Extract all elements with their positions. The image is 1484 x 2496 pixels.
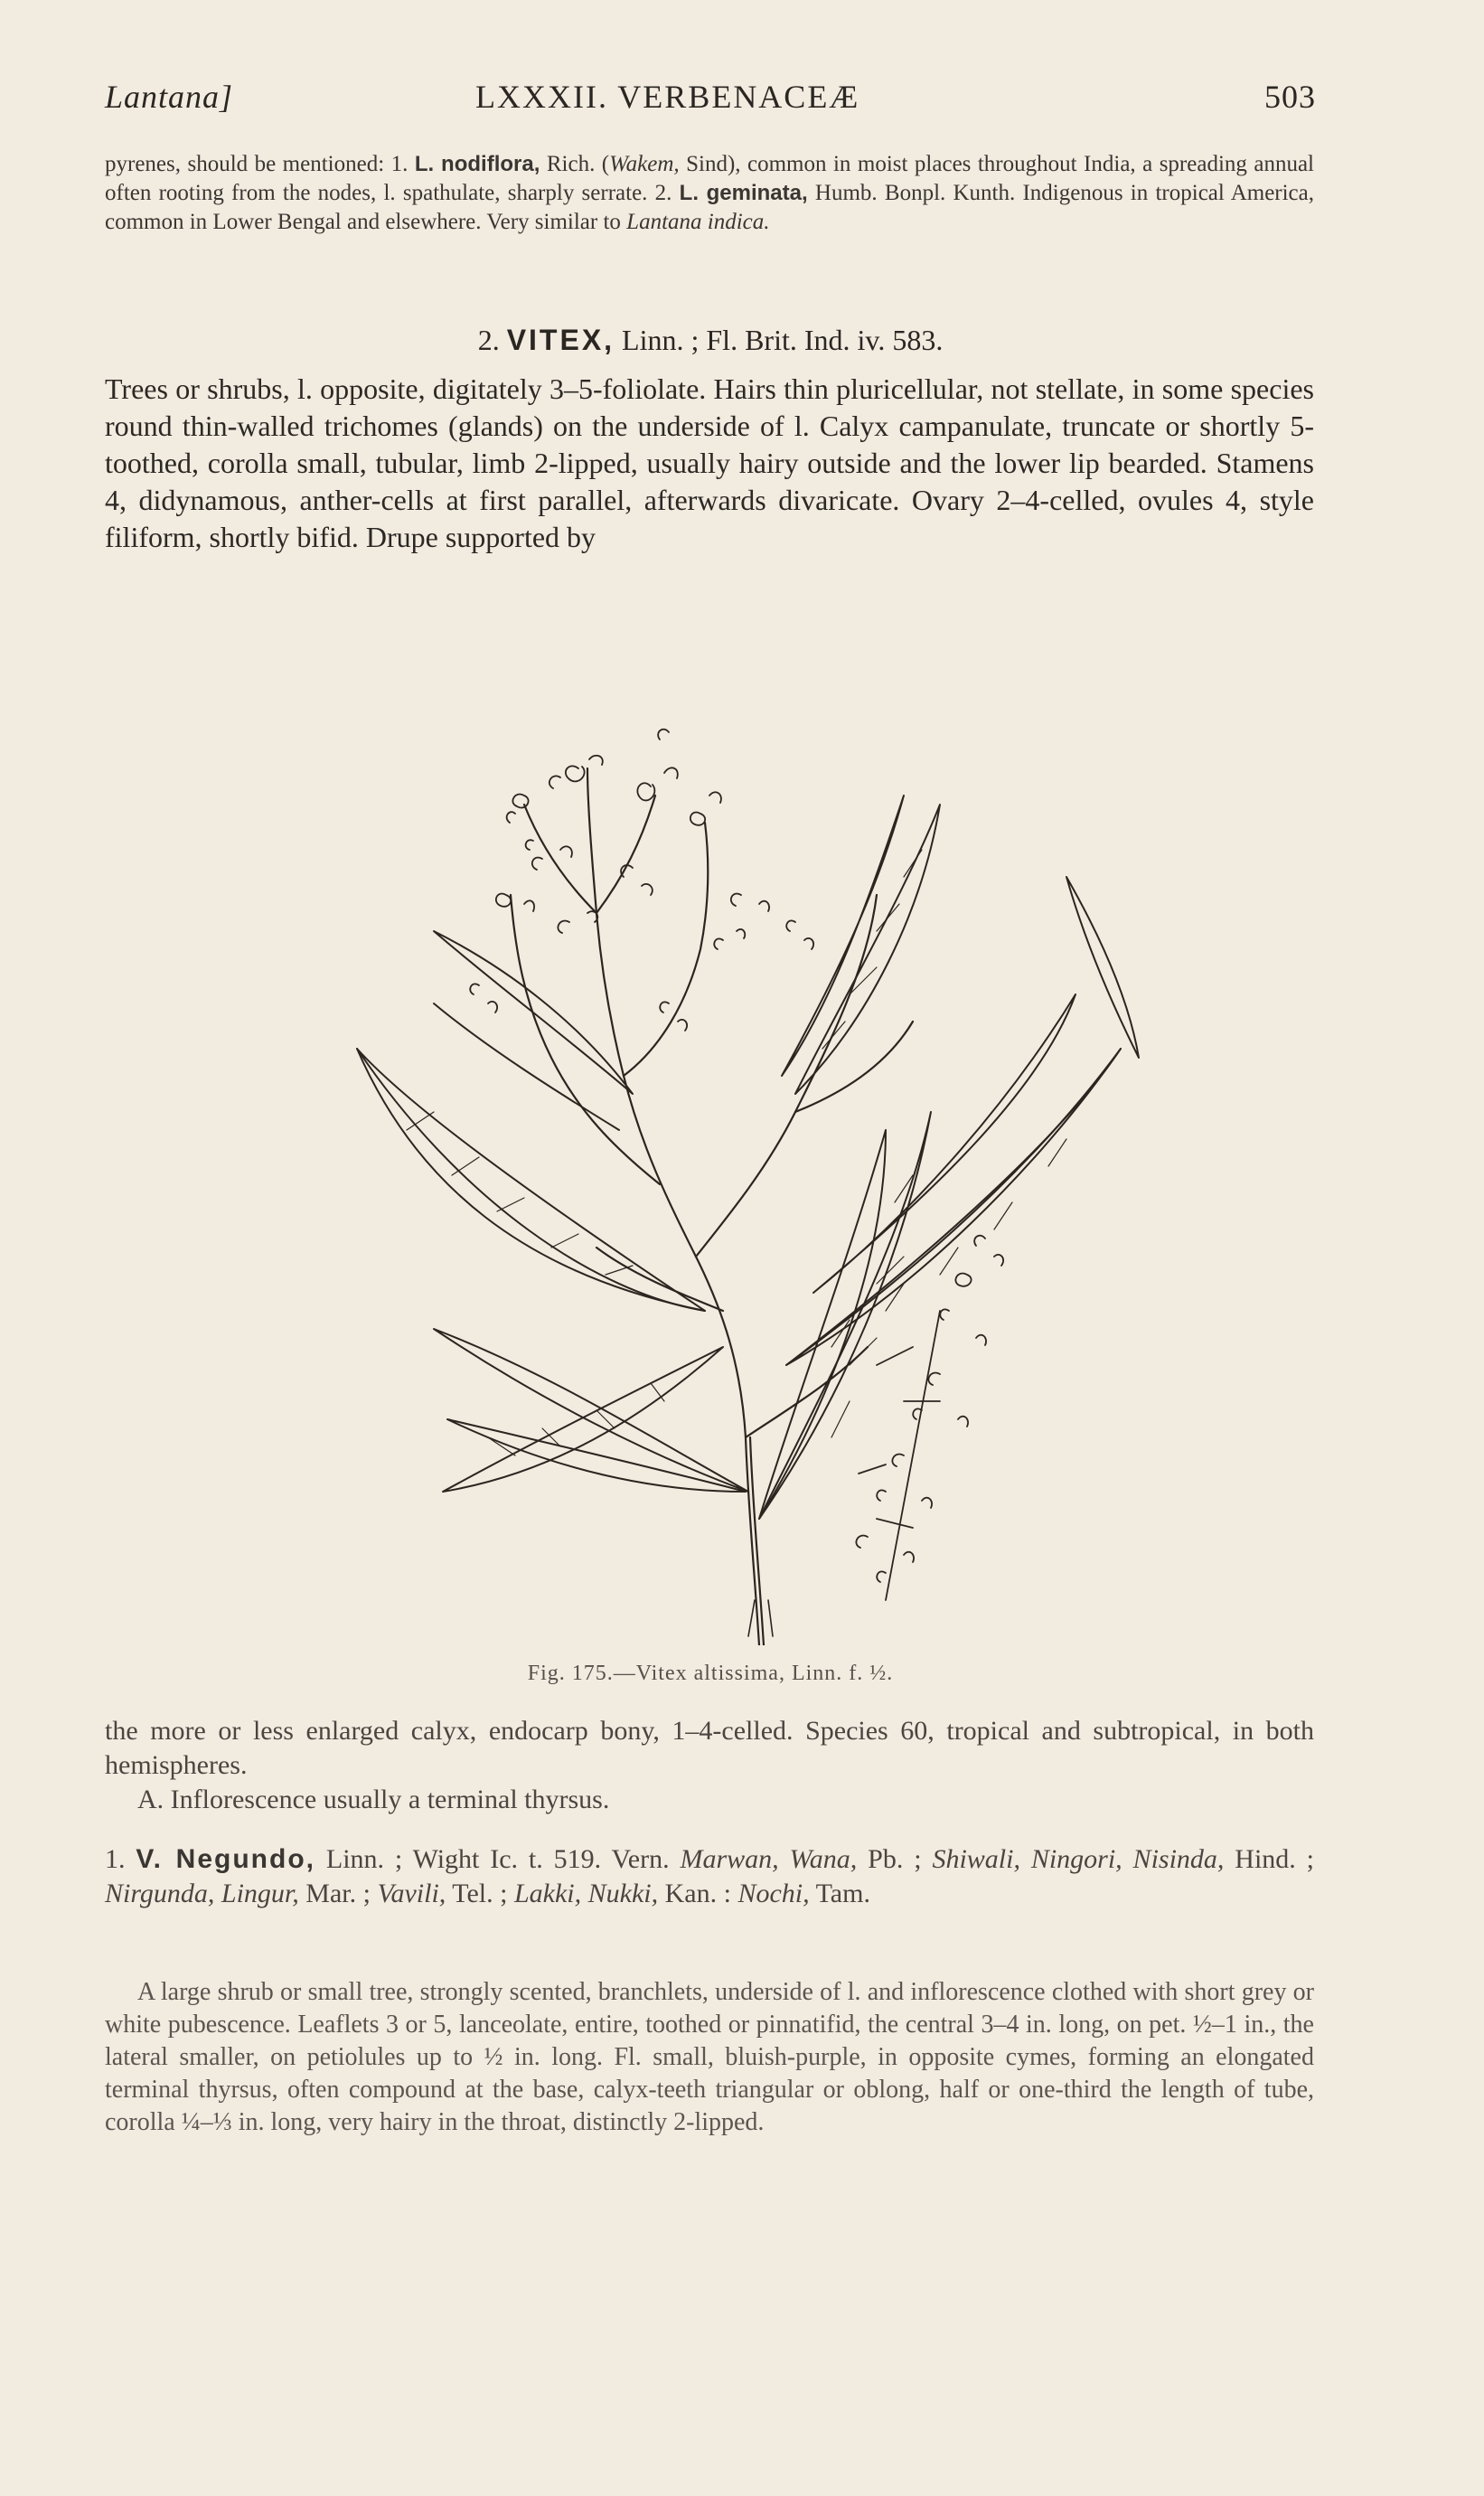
region-label: Tam.	[809, 1879, 870, 1908]
genus-description: Trees or shrubs, l. opposite, digitately 3–5-foliolate. Hairs thin pluricellular, not stellate, in some species round thin-walled trichomes (glands) on the underside of l. Calyx campanulate, truncate or shortly 5-toothed, corolla small, tubular, limb 2-lipped, usually hairy outside and the lower lip bearded. Stamens 4, didynamous, anther-cells at first parallel, afterwards divaricate. Ovary 2–4-celled, ovules 4, style filiform, shortly bifid. Drupe supported by	[105, 372, 1314, 553]
region-label: Kan. :	[658, 1879, 738, 1908]
main-stem	[587, 768, 759, 1645]
leaf	[357, 796, 1139, 1519]
species-heading	[105, 1842, 1314, 1911]
species-description: A large shrub or small tree, strongly scented, branchlets, underside of l. and inflorescence clothed with short grey or white pubescence. Leaflets 3 or 5, lanceolate, entire, toothed or pinnatifid, the central 3–4 in. long, on pet. ½–1 in., the lateral smaller, on petiolules up to ½ in. long. Fl. small, bluish-purple, in opposite cymes, forming an elongated terminal thyrsus, often compound at the base, calyx-teeth triangular or oblong, half or one-third the length of tube, corolla ¼–⅓ in. long, very hairy in the throat, distinctly 2-lipped.	[105, 1978, 1314, 2136]
vernacular-name: Lakki, Nukki,	[513, 1879, 659, 1908]
intro-text: pyrenes, should be mentioned: 1.	[105, 152, 415, 176]
species-name-geminata: L. geminata,	[679, 181, 808, 205]
vernacular-name: Nirgunda, Lingur,	[105, 1879, 299, 1908]
intro-text: Rich. (	[540, 152, 610, 176]
intro-paragraph	[105, 150, 1314, 237]
vernacular-wakem: Wakem,	[609, 152, 680, 176]
page-number: 503	[1264, 79, 1316, 115]
leaf-veins	[407, 850, 1066, 1455]
continued-text: the more or less enlarged calyx, endocarp bony, 1–4-celled. Species 60, tropical and subtropical, in both hemispheres.	[105, 1716, 1314, 1780]
botanical-illustration	[253, 624, 1211, 1645]
species-number: 1.	[105, 1844, 126, 1874]
region-label: Tel. ;	[446, 1879, 514, 1908]
species-authority: Linn. ; Wight Ic. t. 519. Vern.	[315, 1844, 681, 1874]
header-section-name: Lantana]	[105, 79, 234, 115]
genus-description-continued	[105, 1714, 1314, 1817]
genus-number: 2.	[477, 324, 500, 356]
running-header	[105, 78, 1316, 123]
subsection-heading: A. Inflorescence usually a terminal thyrsus.	[137, 1785, 610, 1814]
vernacular-name: Nochi,	[737, 1879, 810, 1908]
intro-text: Sind), common in moist places throughout India, a spreading annual often rooting from the nodes, l. spathulate, sharply serrate. 2.	[105, 152, 1314, 205]
species-name-nodiflora: L. nodiflora,	[414, 152, 540, 176]
genus-heading	[105, 324, 1316, 357]
region-label: Pb. ;	[857, 1844, 933, 1874]
intro-text: Humb. Bonpl. Kunth. Indigenous in tropical America, common in Lower Bengal and elsewhere. Very similar to	[105, 181, 1315, 234]
vernacular-name: Marwan, Wana,	[680, 1844, 858, 1874]
species-name: V. Negundo,	[136, 1844, 315, 1874]
vernacular-name: Vavili,	[377, 1879, 446, 1908]
region-label: Hind. ;	[1224, 1844, 1315, 1874]
region-label: Mar. ;	[298, 1879, 378, 1908]
reference-lantana-indica: Lantana indica.	[626, 210, 770, 234]
header-family-title: LXXXII. VERBENACEÆ	[475, 79, 860, 115]
genus-authority: Linn. ; Fl. Brit. Ind. iv. 583.	[622, 324, 944, 356]
figure-caption: Fig. 175.—Vitex altissima, Linn. f. ½.	[527, 1662, 894, 1685]
genus-name: VITEX,	[506, 324, 615, 356]
vernacular-name: Shiwali, Ningori, Nisinda,	[932, 1844, 1225, 1874]
flower-clusters	[470, 730, 1003, 1600]
